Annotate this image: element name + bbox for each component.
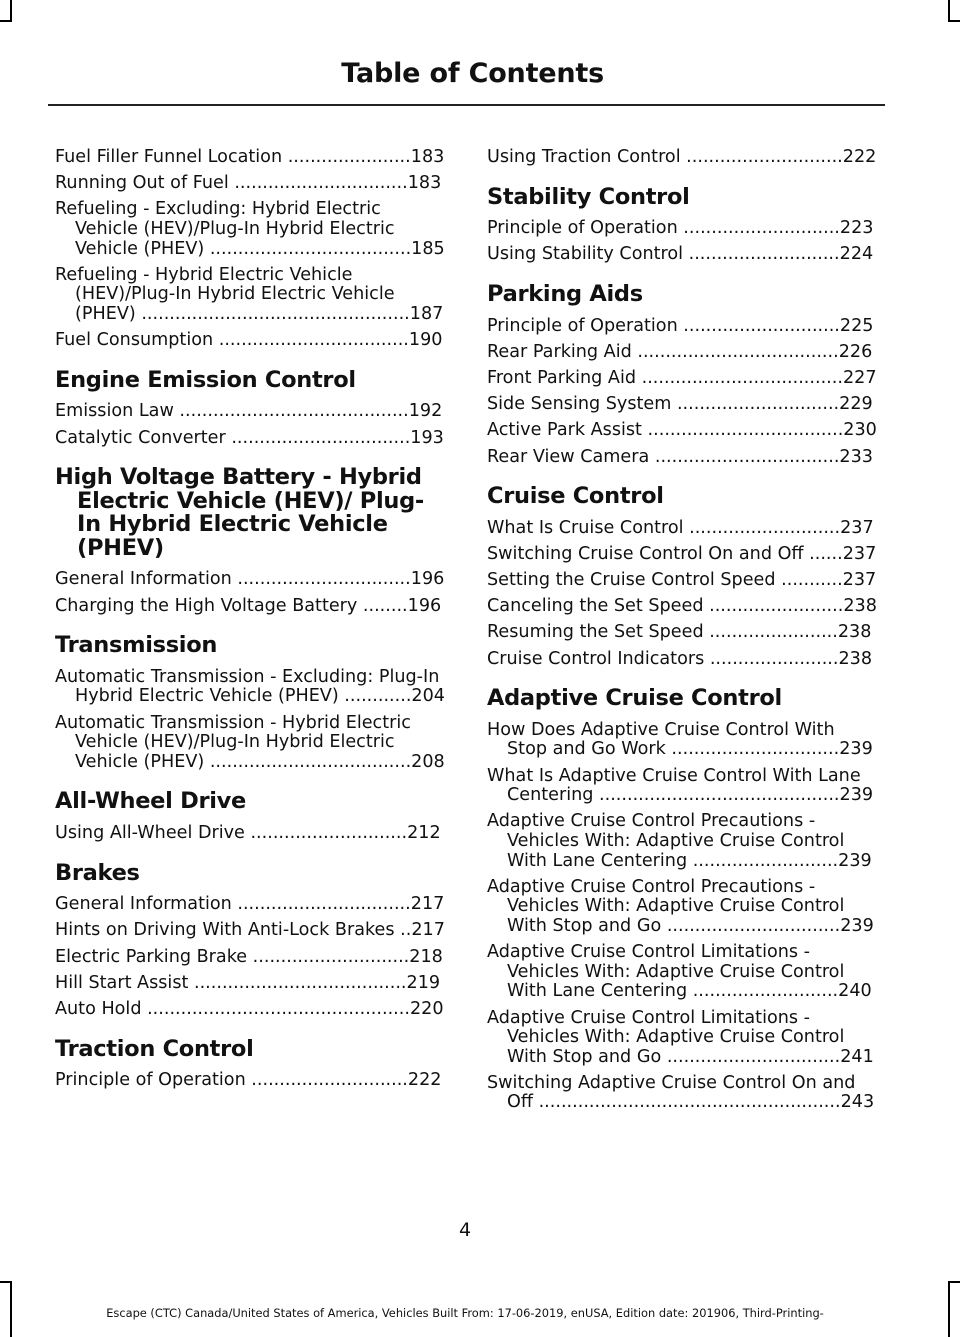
toc-entry-title: Active Park Assist — [487, 420, 642, 441]
toc-entry-page: 217 — [410, 894, 445, 915]
toc-entry-page: 224 — [839, 244, 874, 265]
toc-entry[interactable] — [55, 402, 445, 422]
toc-entry[interactable] — [487, 519, 877, 539]
toc-entry-title: Side Sensing System — [487, 394, 672, 415]
toc-entry[interactable] — [55, 824, 445, 844]
section-heading: Engine Emission Control — [55, 366, 356, 393]
toc-entry-page: 218 — [409, 946, 443, 967]
toc-entry[interactable] — [487, 1009, 877, 1068]
dot-leader: .......................... — [687, 850, 839, 871]
toc-entry-page: 208 — [411, 751, 445, 772]
dot-leader: ............................ — [244, 823, 408, 843]
toc-entry-title: Refueling - Hybrid Electric Vehicle (HEV)/Plug-In Hybrid Electric Vehicle (PHEV) — [55, 264, 395, 324]
toc-entry-title: Running Out of Fuel — [55, 173, 229, 194]
toc-entry-title: Adaptive Cruise Control Precautions - Vehicles With: Adaptive Cruise Control With Lane Centering — [487, 811, 845, 871]
toc-entry-page: 190 — [408, 330, 443, 351]
toc-entry-page: 220 — [409, 998, 444, 1019]
toc-entry-page: 193 — [410, 427, 444, 448]
dot-leader: ................................... — [641, 420, 844, 441]
toc-entry[interactable] — [55, 974, 445, 994]
toc-entry-page: 238 — [838, 648, 873, 669]
section-heading: Stability Control — [487, 183, 690, 210]
toc-column-right — [487, 148, 877, 1120]
header-divider — [48, 104, 885, 106]
toc-entry-title: Adaptive Cruise Control Limitations - Vehicles With: Adaptive Cruise Control With Lane Centering — [487, 942, 845, 1002]
toc-entry-title: What Is Adaptive Cruise Control With Lane Centering — [487, 765, 861, 806]
dot-leader: ............................................... — [141, 998, 410, 1019]
dot-leader: .................................... — [636, 367, 843, 388]
toc-entry[interactable] — [487, 369, 877, 389]
toc-entry-page: 225 — [839, 315, 874, 336]
toc-entry-page: 237 — [840, 517, 874, 538]
toc-entry[interactable] — [487, 812, 877, 871]
toc-entry-page: 237 — [842, 543, 877, 564]
dot-leader: ............................ — [245, 1070, 408, 1091]
toc-entry-title: Fuel Filler Funnel Location — [55, 147, 283, 167]
toc-entry-title: Principle of Operation — [55, 1070, 246, 1091]
dot-leader: ............ — [338, 686, 412, 707]
toc-entry[interactable] — [55, 266, 445, 325]
toc-entry-title: Rear Parking Aid — [487, 341, 632, 362]
toc-column-left — [55, 148, 445, 1097]
crop-mark — [948, 20, 960, 22]
toc-entry[interactable] — [55, 1000, 445, 1020]
dot-leader: ............................ — [677, 218, 840, 239]
toc-entry-title: Adaptive Cruise Control Precautions - Vehicles With: Adaptive Cruise Control With Stop and Go — [487, 876, 845, 936]
section-heading: Parking Aids — [487, 280, 643, 307]
toc-entry-title: Refueling - Excluding: Hybrid Electric Vehicle (HEV)/Plug-In Hybrid Electric Vehicle (PHEV) — [55, 199, 395, 259]
dot-leader: ............................ — [680, 147, 843, 167]
toc-entry[interactable] — [487, 721, 877, 760]
crop-mark — [0, 20, 12, 22]
toc-entry[interactable] — [487, 545, 877, 565]
page-title: Table of Contents — [341, 58, 604, 89]
toc-entry[interactable] — [55, 174, 445, 194]
toc-entry-title: Automatic Transmission - Hybrid Electric Vehicle (HEV)/Plug-In Hybrid Electric Vehicle (PHEV) — [55, 712, 411, 772]
toc-entry-page: 187 — [409, 303, 444, 324]
toc-entry-title: Catalytic Converter — [55, 427, 226, 448]
section-heading: High Voltage Battery - Hybrid Electric Vehicle (HEV)/ Plug-In Hybrid Electric Vehicle (PHEV) — [55, 464, 424, 561]
toc-entry-title: Principle of Operation — [487, 218, 678, 239]
dot-leader: ............................... — [661, 1046, 841, 1067]
toc-entry-title: Using All-Wheel Drive — [55, 823, 245, 843]
dot-leader: .................................... — [631, 341, 839, 362]
dot-leader: ................................. — [649, 446, 840, 467]
toc-entry-title: Resuming the Set Speed — [487, 622, 704, 643]
dot-leader: .................................... — [204, 751, 412, 772]
toc-entry[interactable] — [487, 878, 877, 937]
toc-entry-title: Automatic Transmission - Excluding: Plug-In Hybrid Electric Vehicle (PHEV) — [55, 666, 440, 707]
toc-entry-title: Hints on Driving With Anti-Lock Brakes — [55, 920, 395, 941]
toc-entry[interactable] — [487, 421, 877, 441]
toc-entry-page: 185 — [411, 238, 445, 259]
toc-entry[interactable] — [55, 331, 445, 351]
toc-entry-page: 183 — [407, 173, 442, 194]
dot-leader: ............................ — [677, 315, 840, 336]
toc-entry-page: 183 — [410, 147, 445, 167]
toc-entry[interactable] — [55, 597, 445, 617]
toc-entry[interactable] — [55, 1071, 445, 1091]
toc-entry-title: Canceling the Set Speed — [487, 596, 704, 617]
toc-entry-title: Auto Hold — [55, 998, 142, 1019]
toc-entry-title: General Information — [55, 894, 232, 915]
toc-entry[interactable] — [487, 245, 877, 265]
toc-entry[interactable] — [487, 650, 877, 670]
toc-entry-page: 230 — [843, 420, 877, 441]
toc-entry-page: 238 — [837, 622, 872, 643]
toc-entry[interactable] — [487, 597, 877, 617]
toc-entry-title: Electric Parking Brake — [55, 946, 248, 967]
toc-entry-page: 243 — [840, 1092, 875, 1113]
toc-entry-title: Adaptive Cruise Control Limitations - Vehicles With: Adaptive Cruise Control With Stop and Go — [487, 1007, 845, 1067]
toc-entry-page: 222 — [407, 1070, 442, 1091]
dot-leader: ...................................... — [188, 972, 407, 993]
toc-entry-title: Setting the Cruise Control Speed — [487, 570, 776, 591]
toc-entry-title: Principle of Operation — [487, 315, 678, 336]
dot-leader: ................................................ — [135, 303, 410, 324]
dot-leader: ...................................................... — [532, 1092, 841, 1113]
crop-mark — [0, 1281, 12, 1283]
toc-entry-title: Fuel Consumption — [55, 330, 214, 351]
dot-leader: ............................. — [671, 394, 840, 415]
section-heading: All-Wheel Drive — [55, 788, 246, 815]
dot-leader: ............................... — [231, 894, 411, 915]
dot-leader: ........................... — [683, 517, 841, 538]
toc-entry[interactable] — [55, 714, 445, 773]
dot-leader: ............................ — [247, 946, 410, 967]
toc-entry-page: 226 — [838, 341, 873, 362]
dot-leader: ...................... — [282, 147, 411, 167]
dot-leader: ............................... — [228, 173, 408, 194]
dot-leader: ............................... — [661, 915, 841, 936]
toc-entry[interactable] — [55, 200, 445, 259]
footer-edition-text: Escape (CTC) Canada/United States of America, Vehicles Built From: 17-06-2019, enUSA, Edition date: 201906, Third-Printing- — [106, 1306, 824, 1320]
crop-mark — [948, 1281, 950, 1337]
toc-entry[interactable] — [487, 219, 877, 239]
section-heading: Transmission — [55, 632, 218, 659]
toc-entry[interactable] — [487, 395, 877, 415]
dot-leader: ...... — [803, 543, 843, 564]
toc-entry-page: 212 — [407, 823, 441, 843]
toc-entry[interactable] — [487, 148, 877, 168]
toc-entry-title: Switching Cruise Control On and Off — [487, 543, 804, 564]
dot-leader: ........................................... — [593, 785, 840, 806]
toc-entry-page: 239 — [839, 785, 874, 806]
section-heading: Brakes — [55, 859, 140, 886]
crop-mark — [948, 0, 950, 20]
crop-mark — [948, 1281, 960, 1283]
toc-entry[interactable] — [487, 448, 877, 468]
dot-leader: .. — [394, 920, 412, 941]
toc-entry[interactable] — [487, 623, 877, 643]
toc-entry-title: Emission Law — [55, 401, 174, 422]
toc-entry-page: 204 — [411, 686, 446, 707]
dot-leader: ....................... — [703, 622, 838, 643]
toc-entry[interactable] — [55, 148, 445, 168]
toc-entry[interactable] — [487, 943, 877, 1002]
toc-entry-page: 196 — [407, 595, 442, 616]
dot-leader: .................................. — [213, 330, 409, 351]
dot-leader: ........................ — [703, 596, 844, 617]
toc-entry[interactable] — [55, 948, 445, 968]
dot-leader: ........ — [357, 595, 408, 616]
toc-entry[interactable] — [487, 571, 877, 591]
toc-entry-title: Rear View Camera — [487, 446, 650, 467]
toc-entry[interactable] — [487, 317, 877, 337]
toc-entry-page: 217 — [411, 920, 445, 941]
toc-entry-title: Cruise Control Indicators — [487, 648, 705, 669]
toc-entry-title: How Does Adaptive Cruise Control With Stop and Go Work — [487, 719, 835, 760]
toc-entry-page: 239 — [838, 850, 872, 871]
toc-entry-title: Front Parking Aid — [487, 367, 637, 388]
toc-entry-page: 237 — [842, 570, 877, 591]
dot-leader: ........................... — [683, 244, 840, 265]
toc-entry-title: General Information — [55, 569, 232, 590]
section-heading: Adaptive Cruise Control — [487, 685, 782, 712]
toc-entry-page: 229 — [839, 394, 873, 415]
dot-leader: .................................... — [204, 238, 412, 259]
toc-entry-page: 222 — [842, 147, 877, 167]
dot-leader: ........... — [775, 570, 843, 591]
dot-leader: ................................ — [225, 427, 411, 448]
toc-entry[interactable] — [55, 921, 445, 941]
toc-entry-title: Using Traction Control — [487, 147, 681, 167]
toc-entry-page: 233 — [839, 446, 874, 467]
page-number: 4 — [458, 1219, 472, 1241]
section-heading: Traction Control — [55, 1035, 254, 1062]
toc-entry-title: Charging the High Voltage Battery — [55, 595, 358, 616]
toc-entry-title: Switching Adaptive Cruise Control On and Off — [487, 1072, 856, 1113]
toc-entry[interactable] — [487, 767, 877, 806]
toc-entry-page: 238 — [843, 596, 877, 617]
toc-entry-page: 219 — [406, 972, 441, 993]
toc-entry-title: Hill Start Assist — [55, 972, 189, 993]
dot-leader: ............................... — [231, 569, 411, 590]
toc-entry-page: 196 — [410, 569, 445, 590]
toc-entry-page: 240 — [838, 981, 872, 1002]
toc-entry-page: 239 — [840, 915, 874, 936]
dot-leader: .............................. — [665, 739, 840, 760]
toc-entry[interactable] — [55, 429, 445, 449]
toc-entry-page: 241 — [840, 1046, 874, 1067]
dot-leader: ......................................... — [173, 401, 409, 422]
toc-entry[interactable] — [487, 1074, 877, 1113]
crop-mark — [10, 0, 12, 20]
toc-entry-page: 227 — [842, 367, 877, 388]
toc-entry[interactable] — [487, 343, 877, 363]
toc-entry[interactable] — [55, 895, 445, 915]
toc-entry-title: Using Stability Control — [487, 244, 684, 265]
toc-entry-page: 223 — [839, 218, 874, 239]
toc-entry-page: 239 — [839, 739, 873, 760]
toc-entry-page: 192 — [408, 401, 443, 422]
toc-entry-title: What Is Cruise Control — [487, 517, 684, 538]
dot-leader: .......................... — [687, 981, 839, 1002]
toc-entry[interactable] — [55, 668, 445, 707]
dot-leader: ....................... — [704, 648, 839, 669]
toc-entry[interactable] — [55, 570, 445, 590]
section-heading: Cruise Control — [487, 483, 664, 510]
